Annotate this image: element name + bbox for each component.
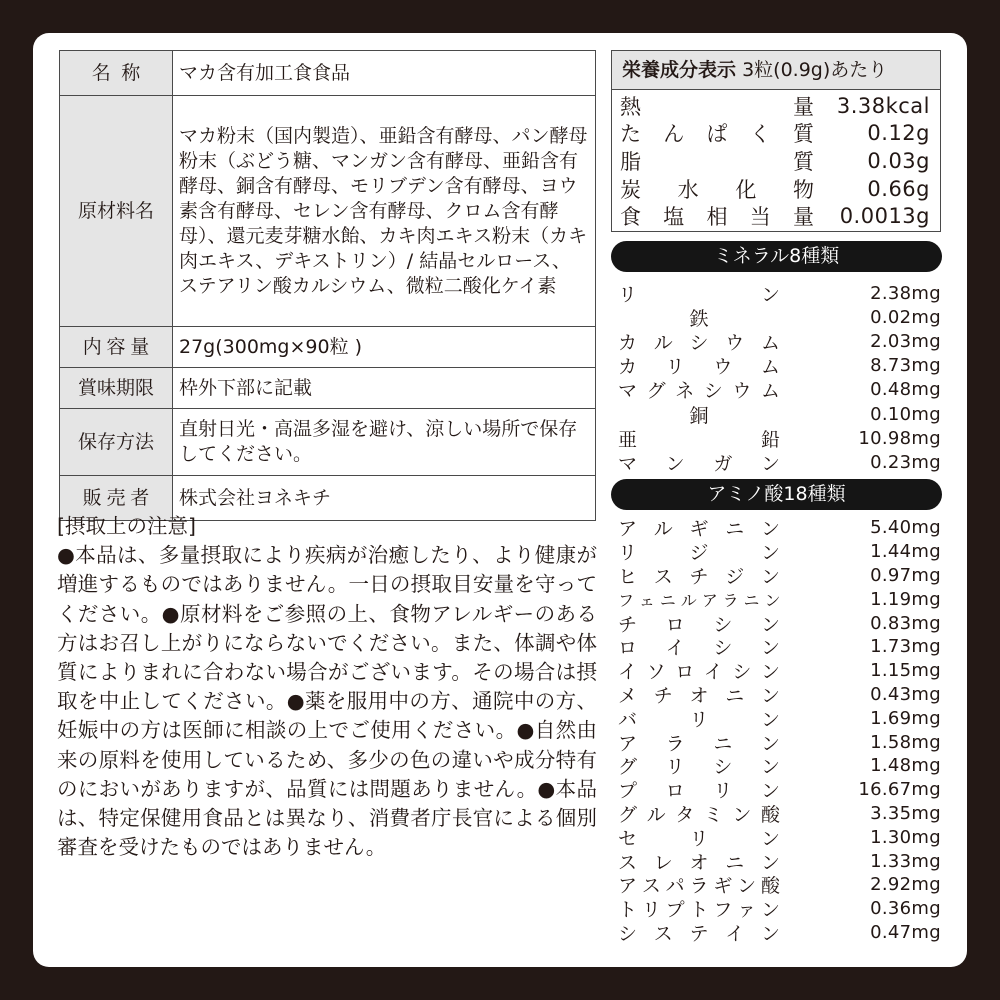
amino-label: シ ス テ イ ン [618,922,780,945]
info-value-ingredients: マカ粉末（国内製造）、亜鉛含有酵母、パン酵母粉末（ぶどう糖、マンガン含有酵母、亜鉛含有酵母、銅含有酵母、モリブデン含有酵母、ヨウ素含有酵母、セレン含有酵母、クロム含有酵母）、還元麦芽糖水飴、カキ肉エキス粉末（カキ肉エキス、デキストリン）/ 結晶セルロース、ステアリン酸カルシウム、微粒二酸化ケイ素 [173,96,596,327]
nutrition-row [620,120,930,148]
amino-row [618,611,941,635]
amino-row [618,730,941,754]
amino-row [618,754,941,778]
nutrition-row [620,147,930,175]
amino-value: 1.33mg [870,850,941,872]
info-row-ingredients [60,96,596,327]
mineral-value: 0.02mg [870,306,941,328]
caution-section [57,512,597,862]
nutrition-label: 脂 質 [620,149,814,174]
amino-value: 0.97mg [870,564,941,586]
amino-row [618,825,941,849]
info-row-content [60,327,596,368]
amino-label: ス レ オ ニ ン [618,851,780,874]
amino-value: 0.47mg [870,921,941,943]
amino-label: プ ロ リ ン [618,780,780,803]
amino-row [618,516,941,540]
amino-value: 1.44mg [870,541,941,563]
amino-value: 5.40mg [870,517,941,539]
info-key-storage: 保存方法 [60,409,173,476]
amino-value: 0.83mg [870,612,941,634]
amino-value: 1.73mg [870,636,941,658]
amino-value: 1.69mg [870,707,941,729]
amino-label: リ ジ ン [618,542,780,565]
mineral-value: 0.48mg [870,379,941,401]
info-key-seller: 販売者 [60,476,173,521]
amino-row [618,802,941,826]
info-row-storage [60,409,596,476]
amino-row [618,659,941,683]
amino-value: 16.67mg [858,779,941,801]
amino-label: チ ロ シ ン [618,613,780,636]
mineral-value: 8.73mg [870,355,941,377]
nutrition-value: 0.66g [867,176,930,201]
mineral-label: 鉄 [689,307,709,330]
amino-value: 2.92mg [870,874,941,896]
amino-list [618,516,941,944]
amino-label: バ リ ン [618,708,780,731]
nutrition-header [612,51,940,90]
amino-value: 1.30mg [870,826,941,848]
amino-label: ロ イ シ ン [618,637,780,660]
info-key-ingredients: 原材料名 [60,96,173,327]
info-key-content: 内容量 [60,327,173,368]
mineral-row [618,426,941,450]
amino-label: ア ラ ニ ン [618,732,780,755]
mineral-row [618,281,941,305]
amino-value: 1.58mg [870,731,941,753]
nutrition-value: 0.0013g [839,204,930,229]
info-value-content: 27g(300mg×90粒 ) [173,327,596,368]
mineral-label: 亜 鉛 [618,428,780,451]
nutrition-value: 0.12g [867,121,930,146]
amino-label: イ ソ ロ イ シ ン [618,661,780,684]
nutrition-row [620,175,930,203]
mineral-row [618,450,941,474]
info-value-expiry: 枠外下部に記載 [173,368,596,409]
mineral-list [618,281,941,475]
product-info-table [59,50,596,521]
mineral-row [618,305,941,329]
amino-label: グ ル タ ミ ン 酸 [618,803,780,826]
mineral-label: マ グ ネ シ ウ ム [618,380,780,403]
mineral-label: マ ン ガ ン [618,452,780,475]
mineral-value: 0.23mg [870,451,941,473]
nutrition-title: 栄養成分表示 [622,59,737,81]
caution-title: [摂取上の注意] [57,514,196,538]
info-key-expiry: 賞味期限 [60,368,173,409]
amino-label: ヒ ス チ ジ ン [618,566,780,588]
amino-value: 3.35mg [870,802,941,824]
amino-value: 0.36mg [870,898,941,920]
mineral-row [618,329,941,353]
amino-row [618,683,941,707]
mineral-value: 0.10mg [870,403,941,425]
amino-row [618,706,941,730]
amino-label: フ ェ ニ ル ア ラ ニ ン [618,590,780,610]
amino-row [618,540,941,564]
info-row-name [60,51,596,96]
nutrition-label: 炭 水 化 物 [620,177,814,202]
mineral-row [618,378,941,402]
mineral-value: 2.38mg [870,282,941,304]
nutrition-serving: 3粒(0.9g)あたり [742,59,888,81]
amino-section-header: アミノ酸18種類 [611,479,942,510]
amino-label: グ リ シ ン [618,756,780,779]
caution-body: ●本品は、多量摂取により疾病が治癒したり、より健康が増進するものではありません。一日の摂取目安量を守ってください。●原材料をご参照の上、食物アレルギーのある方はお召し上がりにならないでください。また、体調や体質によりまれに合わない場合がございます。その場合は摂取を中止してください。●薬を服用中の方、通院中の方、妊娠中の方は医師に相談の上でご使用ください。●自然由来の原料を使用しているため、多少の色の違いや成分特有のにおいがありますが、品質には問題ありません。●本品は、特定保健用食品とは異なり、消費者庁長官による個別審査を受けたものではありません。 [57,543,597,860]
amino-row [618,587,941,611]
mineral-section-header: ミネラル8種類 [611,241,942,272]
info-value-storage: 直射日光・高温多湿を避け、涼しい場所で保存してください。 [173,409,596,476]
nutrition-value: 3.38kcal [836,93,930,118]
mineral-label: カ ル シ ウ ム [618,331,780,354]
amino-row [618,778,941,802]
amino-label: ア ス パ ラ ギ ン 酸 [618,875,780,898]
mineral-label: 銅 [689,404,709,427]
amino-row [618,564,941,588]
mineral-label: カ リ ウ ム [618,356,780,379]
nutrition-value: 0.03g [867,148,930,173]
info-value-name: マカ含有加工食食品 [173,51,596,96]
nutrition-label: 食 塩 相 当 量 [620,205,814,230]
mineral-value: 10.98mg [858,427,941,449]
nutrition-facts-box [611,50,941,232]
amino-row [618,849,941,873]
nutrition-rows [612,90,940,230]
info-key-name: 名称 [60,51,173,96]
amino-row [618,897,941,921]
nutrition-label: た ん ぱ く 質 [620,122,814,147]
amino-value: 1.15mg [870,660,941,682]
amino-value: 0.43mg [870,683,941,705]
amino-row [618,873,941,897]
nutrition-label: 熱 量 [620,94,814,119]
mineral-value: 2.03mg [870,330,941,352]
amino-label: セ リ ン [618,827,780,850]
amino-label: ア ル ギ ニ ン [618,518,780,541]
info-value-seller: 株式会社ヨネキチ [173,476,596,521]
mineral-label: リ ン [618,283,780,306]
amino-label: ト リ プ ト フ ァ ン [618,899,780,922]
amino-row [618,921,941,945]
amino-label: メ チ オ ニ ン [618,684,780,707]
mineral-row [618,354,941,378]
amino-value: 1.19mg [870,588,941,610]
info-row-expiry [60,368,596,409]
amino-value: 1.48mg [870,755,941,777]
amino-row [618,635,941,659]
nutrition-row [620,92,930,120]
mineral-row [618,402,941,426]
nutrition-row [620,202,930,230]
